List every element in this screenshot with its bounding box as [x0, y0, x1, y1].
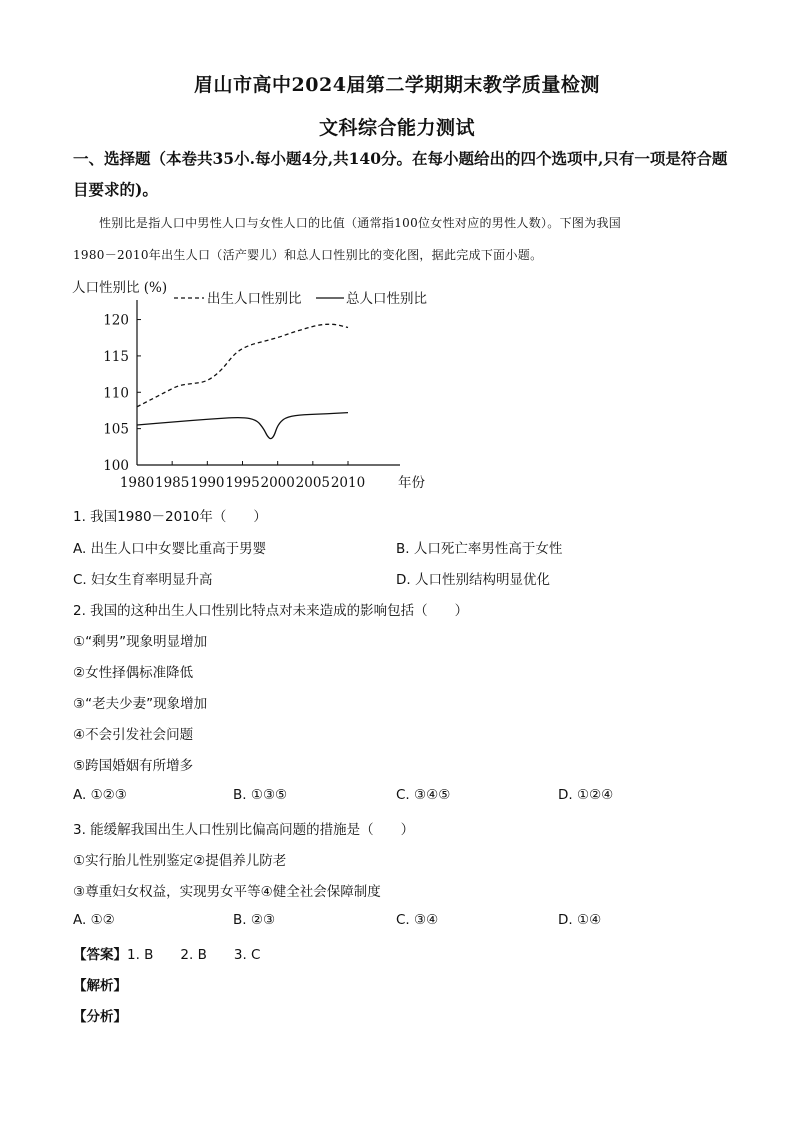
answer-values: 1. B 2. B 3. C	[127, 947, 261, 963]
q3-item-2: ③尊重妇女权益，实现男女平等④健全社会保障制度	[73, 884, 381, 900]
legend-total-ratio: 总人口性别比	[346, 291, 427, 307]
intro-line-1: 性别比是指人口中男性人口与女性人口的比值（通常指100位女性对应的男性人数）。下图为我国	[99, 216, 622, 230]
section-heading: 一、选择题（本卷共35小.每小题4分,共140分。在每小题给出的四个选项中,只有一项是符合题目要求的)。	[73, 149, 728, 199]
y-tick-label: 120	[103, 312, 129, 329]
q1-option-b[interactable]: B. 人口死亡率男性高于女性	[396, 541, 563, 557]
answer-label: 【答案】	[73, 947, 127, 963]
q3-stem: 3. 能缓解我国出生人口性别比偏高问题的措施是（ ）	[73, 822, 415, 838]
y-tick-label: 115	[103, 348, 129, 365]
total-sex-ratio-line	[137, 413, 348, 439]
x-tick-label: 2010	[330, 475, 366, 491]
q2-option-a[interactable]: A. ①②③	[73, 787, 127, 803]
sex-ratio-chart	[60, 275, 460, 500]
q2-option-b[interactable]: B. ①③⑤	[233, 787, 288, 803]
q1-option-c[interactable]: C. 妇女生育率明显升高	[73, 572, 213, 588]
x-tick-label: 1980	[119, 475, 155, 491]
x-tick-label: 1995	[225, 475, 260, 491]
q3-option-a[interactable]: A. ①②	[73, 912, 115, 928]
fenxi-label: 【分析】	[73, 1009, 127, 1025]
page-subtitle: 文科综合能力测试	[318, 117, 475, 139]
y-axis-label: 人口性别比 (%)	[72, 280, 168, 296]
q2-item-3: ③“老夫少妻”现象增加	[73, 696, 208, 712]
x-axis-label: 年份	[398, 475, 425, 491]
q3-option-b[interactable]: B. ②③	[233, 912, 276, 928]
y-tick-label: 100	[103, 458, 129, 474]
q1-option-a[interactable]: A. 出生人口中女婴比重高于男婴	[73, 541, 267, 557]
y-tick-label: 105	[103, 421, 129, 438]
x-tick-label: 1990	[190, 475, 225, 491]
q2-item-2: ②女性择偶标准降低	[73, 665, 194, 681]
q3-option-d[interactable]: D. ①④	[558, 912, 602, 928]
intro-passage	[73, 207, 733, 271]
q2-option-c[interactable]: C. ③④⑤	[396, 787, 451, 803]
birth-sex-ratio-line	[137, 324, 348, 407]
q2-item-4: ④不会引发社会问题	[73, 727, 194, 743]
y-tick-label: 110	[103, 385, 129, 402]
q2-item-5: ⑤跨国婚姻有所增多	[73, 758, 194, 774]
page-title: 眉山市高中2024届第二学期期末教学质量检测	[194, 74, 600, 96]
x-tick-label: 2000	[260, 475, 295, 491]
q2-item-1: ①“剩男”现象明显增加	[73, 634, 208, 650]
intro-line-2: 1980－2010年出生人口（活产婴儿）和总人口性别比的变化图，据此完成下面小题。	[73, 248, 543, 262]
q3-item-1: ①实行胎儿性别鉴定②提倡养儿防老	[73, 853, 287, 869]
analysis-label: 【解析】	[73, 978, 127, 994]
legend-birth-ratio: 出生人口性别比	[207, 291, 302, 307]
x-tick-label: 2005	[295, 475, 331, 491]
x-tick-label: 1985	[154, 475, 190, 491]
q2-stem: 2. 我国的这种出生人口性别比特点对未来造成的影响包括（ ）	[73, 603, 469, 619]
answer-row	[73, 943, 260, 963]
q1-stem: 1. 我国1980－2010年（ ）	[73, 509, 267, 525]
q2-option-d[interactable]: D. ①②④	[558, 787, 614, 803]
q3-option-c[interactable]: C. ③④	[396, 912, 439, 928]
q1-option-d[interactable]: D. 人口性别结构明显优化	[396, 572, 550, 588]
